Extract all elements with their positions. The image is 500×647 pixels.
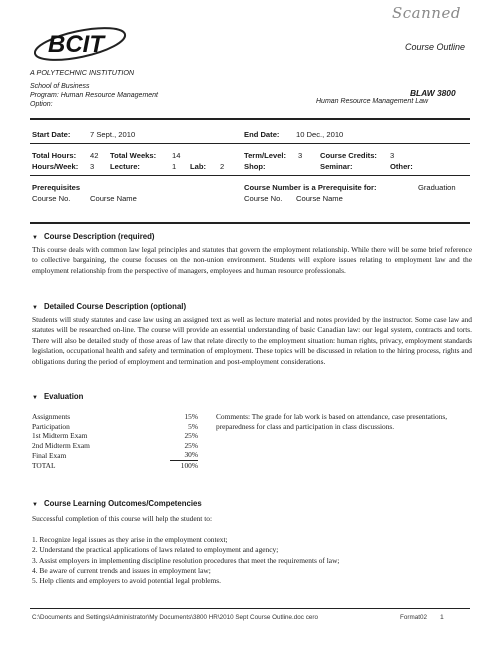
list-item: 1. Recognize legal issues as they arise in the employment context; <box>32 535 228 544</box>
total-hours-label: Total Hours: <box>32 151 77 160</box>
course-credits-value: 3 <box>390 151 395 160</box>
table-row <box>32 422 198 432</box>
evaluation-comments: Comments: The grade for lab work is based on attendance, case presentations, preparedness for class and participation in class discussions. <box>216 412 448 432</box>
table-row <box>32 460 198 470</box>
course-name: Human Resource Management Law <box>316 98 429 105</box>
header-divider <box>30 118 470 120</box>
option-label: Option: <box>30 101 53 108</box>
shop-label: Shop: <box>244 162 266 171</box>
eval-weight: 25% <box>184 440 198 450</box>
hours-week-label: Hours/Week: <box>32 162 79 171</box>
footer-form-code: Format02 <box>400 614 427 621</box>
logo-text: BCIT <box>48 31 104 58</box>
start-date-value: 7 Sept., 2010 <box>90 130 136 139</box>
prereq-for-label: Course Number is a Prerequisite for: <box>244 183 377 192</box>
outcomes-list <box>32 535 339 586</box>
course-name-header-2: Course Name <box>296 194 343 203</box>
detailed-description-heading: ▼ Detailed Course Description (optional) <box>32 302 187 311</box>
chevron-down-icon: ▼ <box>32 305 38 311</box>
info-divider-1 <box>30 143 470 144</box>
course-no-header-2: Course No. <box>244 194 283 203</box>
footer-file-path: C:\Documents and Settings\Administrator\My Documents\3800 HR\2010 Sept Course Outline.doc cero <box>32 614 318 621</box>
eval-item: Final Exam <box>32 450 67 460</box>
course-name-header: Course Name <box>90 194 137 203</box>
table-row <box>32 412 198 422</box>
lecture-label: Lecture: <box>110 162 140 171</box>
course-credits-label: Course Credits: <box>320 151 377 160</box>
other-label: Other: <box>390 162 413 171</box>
eval-item: Participation <box>32 421 70 431</box>
course-description-heading: ▼ Course Description (required) <box>32 232 155 241</box>
info-divider-2 <box>30 175 470 176</box>
eval-item: Assignments <box>32 412 71 422</box>
total-hours-value: 42 <box>90 151 99 160</box>
eval-item: 2nd Midterm Exam <box>32 440 90 450</box>
end-date-value: 10 Dec., 2010 <box>296 130 344 139</box>
chevron-down-icon: ▼ <box>32 235 38 241</box>
institution-tagline: A POLYTECHNIC INSTITUTION <box>30 68 135 77</box>
eval-weight: 100% <box>180 460 198 470</box>
chevron-down-icon: ▼ <box>32 502 38 508</box>
start-date-label: Start Date: <box>32 130 71 139</box>
evaluation-table-container <box>32 412 198 470</box>
eval-weight: 5% <box>188 421 198 431</box>
list-item: 4. Be aware of current trends and issues in employment law; <box>32 565 211 575</box>
list-item: 2. Understand the practical applications of laws related to employment and agency; <box>32 545 279 555</box>
program-name: Program: Human Resource Management <box>30 92 159 99</box>
chevron-down-icon: ▼ <box>32 395 38 401</box>
lab-value: 2 <box>220 162 225 171</box>
lecture-value: 1 <box>172 162 177 171</box>
footer-divider <box>30 608 470 609</box>
eval-item: TOTAL <box>32 460 56 470</box>
lab-label: Lab: <box>190 162 207 171</box>
eval-weight: 25% <box>184 431 198 441</box>
school-name: School of Business <box>30 83 90 90</box>
total-weeks-value: 14 <box>172 151 181 160</box>
term-level-label: Term/Level: <box>244 151 287 160</box>
prerequisites-label: Prerequisites <box>32 183 81 192</box>
eval-weight: 30% <box>170 450 198 460</box>
prereq-for-value: Graduation <box>418 183 456 192</box>
hours-week-value: 3 <box>90 162 95 171</box>
total-weeks-label: Total Weeks: <box>110 151 157 160</box>
learning-outcomes-heading: ▼ Course Learning Outcomes/Competencies <box>32 499 202 508</box>
eval-item: 1st Midterm Exam <box>32 431 88 441</box>
table-row <box>32 431 198 441</box>
list-item: 3. Assist employers in implementing discipline resolution procedures that meet the requirements of law; <box>32 555 340 565</box>
document-type: Course Outline <box>405 42 466 52</box>
end-date-label: End Date: <box>244 130 280 139</box>
eval-weight: 15% <box>184 412 198 422</box>
table-row <box>32 450 198 460</box>
evaluation-heading: ▼ Evaluation <box>32 392 84 401</box>
list-item: 5. Help clients and employers to avoid potential legal problems. <box>32 576 222 586</box>
page-number: 1 <box>440 614 444 621</box>
course-no-header: Course No. <box>32 194 71 203</box>
course-code: BLAW 3800 <box>410 88 456 98</box>
course-description-text: This course deals with common law legal principles and statutes that govern the employment relationship. While there will be some brief reference to collective bargaining, the course focuses on the non-union environment. Students will explore issues relating to employment law and the employment relationship from the perspective of managers, employees and human resource professionals. <box>32 245 472 275</box>
seminar-label: Seminar: <box>320 162 353 171</box>
outcomes-intro: Successful completion of this course will help the student to: <box>32 514 213 523</box>
term-level-value: 3 <box>298 151 303 160</box>
info-divider-3 <box>30 222 470 224</box>
detailed-description-text: Students will study statutes and case law using an assigned text as well as lecture material and notes provided by the instructor. Some case law and statutes will be researched on-line. The course will provide an essential understanding of basic Canadian law: our legal system, contracts and torts. There will also be detailed study of those areas of law that relate directly to the employment situation: human rights, privacy, employment standards legislation, occupational health and safety and termination of employment. These topics will be discussed in relation to the hiring process, rights and obligations during the period of employment and termination and post-employment considerations. <box>32 315 472 366</box>
evaluation-table <box>32 412 198 470</box>
bcit-logo <box>30 22 128 68</box>
scanned-handwritten-note: Scanned <box>392 4 461 22</box>
table-row <box>32 441 198 451</box>
